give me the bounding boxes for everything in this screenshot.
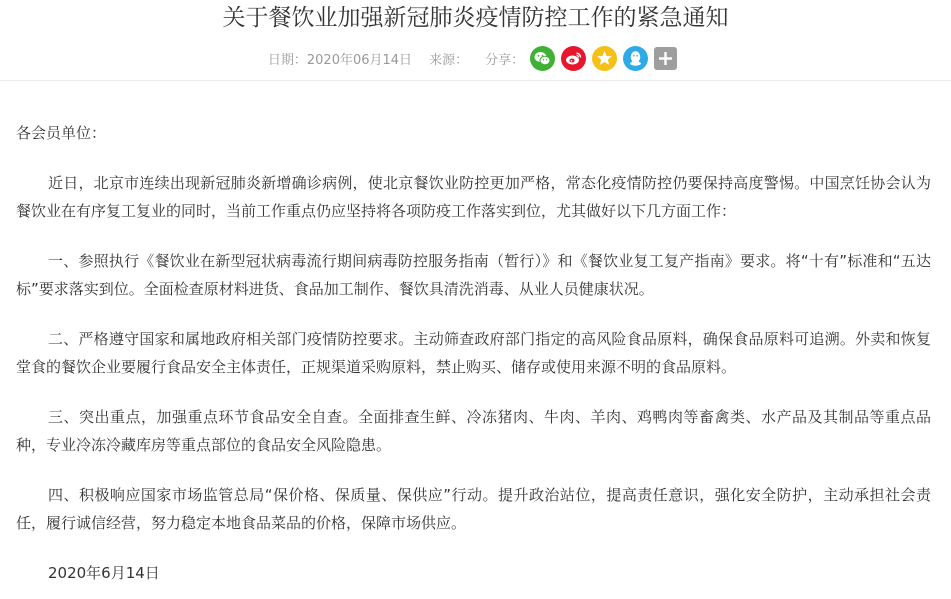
article-meta xyxy=(0,44,951,72)
weibo-icon[interactable] xyxy=(561,46,586,71)
qq-icon[interactable] xyxy=(623,46,648,71)
more-share-icon[interactable] xyxy=(654,47,677,70)
header-divider xyxy=(0,80,951,81)
paragraph-item-4: 四、积极响应国家市场监管总局“保价格、保质量、保供应”行动。提升政治站位，提高责任意识，强化安全防护，主动承担社会责任，履行诚信经营，努力稳定本地食品菜品的价格，保障市场供应。 xyxy=(16,486,931,532)
article-title: 关于餐饮业加强新冠肺炎疫情防控工作的紧急通知 xyxy=(222,5,729,31)
paragraph-item-3: 三、突出重点，加强重点环节食品安全自查。全面排查生鲜、冷冻猪肉、牛肉、羊肉、鸡鸭肉等畜禽类、水产品及其制品等重点品种，专业冷冻冷藏库房等重点部位的食品安全风险隐患。 xyxy=(16,408,931,454)
publish-date: 日期：2020年06月14日 xyxy=(267,52,413,68)
source-label: 来源： xyxy=(429,52,469,68)
wechat-icon[interactable] xyxy=(530,46,555,71)
closing-date: 2020年6月14日 xyxy=(48,564,160,582)
paragraph-item-2: 二、严格遵守国家和属地政府相关部门疫情防控要求。主动筛查政府部门指定的高风险食品原料，确保食品原料可追溯。外卖和恢复堂食的餐饮企业要履行食品安全主体责任，正规渠道采购原料，禁止购买、储存或使用来源不明的食品原料。 xyxy=(16,330,931,376)
salutation: 各会员单位： xyxy=(16,124,107,142)
qzone-icon[interactable] xyxy=(592,46,617,71)
paragraph-intro: 近日，北京市连续出现新冠肺炎新增确诊病例，使北京餐饮业防控更加严格，常态化疫情防控仍要保持高度警惕。中国烹饪协会认为餐饮业在有序复工复业的同时，当前工作重点仍应坚持将各项防疫工作落实到位，尤其做好以下几方面工作： xyxy=(16,174,931,220)
article-body xyxy=(16,119,931,587)
share-label: 分享： xyxy=(485,52,525,68)
share-icons xyxy=(530,46,683,71)
paragraph-item-1: 一、参照执行《餐饮业在新型冠状病毒流行期间病毒防控服务指南（暂行）》和《餐饮业复工复产指南》要求。将“十有”标准和“五达标”要求落实到位。全面检查原材料进货、食品加工制作、餐饮具清洗消毒、从业人员健康状况。 xyxy=(16,252,931,298)
